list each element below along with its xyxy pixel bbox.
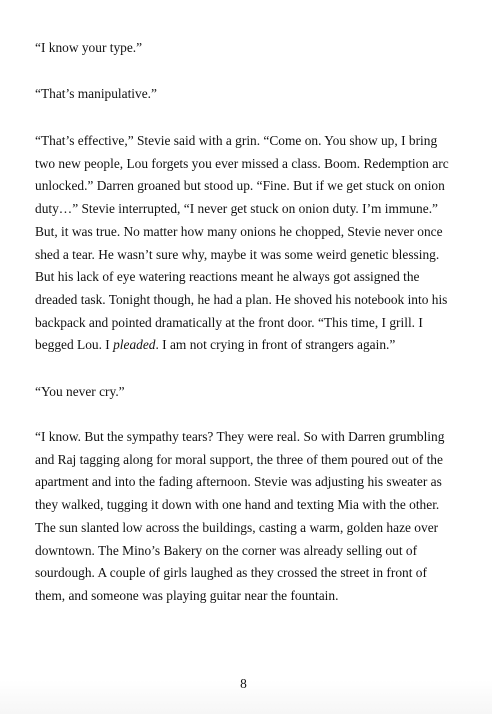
text-line: But, it was true. No matter how many onions he chopped, Stevie never once	[35, 223, 443, 239]
text-line: “You never cry.”	[35, 384, 125, 399]
text-line-with-emphasis	[35, 334, 463, 357]
text-line: them, and someone was playing guitar near the fountain.	[35, 587, 339, 603]
text-line: unlocked.” Darren groaned but stood up. “Fine. But if we get stuck on onion	[35, 178, 445, 194]
text-run: begged Lou. I	[35, 337, 114, 353]
text-line: apartment and into the fading afternoon. Stevie was adjusting his sweater as	[35, 474, 442, 490]
paragraph-5	[35, 426, 463, 608]
text-line: “That’s manipulative.”	[35, 86, 157, 101]
text-line: two new people, Lou forgets you ever missed a class. Boom. Redemption arc	[35, 155, 449, 171]
paragraph-3	[35, 130, 463, 357]
text-line: downtown. The Mino’s Bakery on the corner was already selling out of	[35, 542, 418, 558]
text-line: “That’s effective,” Stevie said with a grin. “Come on. You show up, I bring	[35, 133, 438, 148]
text-line: “I know your type.”	[35, 40, 143, 55]
paragraph-4	[35, 381, 463, 404]
emphasized-word: pleaded	[113, 337, 156, 353]
text-line: But his lack of eye watering reactions meant he always got assigned the	[35, 269, 420, 285]
paragraph-2	[35, 83, 463, 106]
page-number: 8	[240, 676, 247, 691]
text-line: backpack and pointed dramatically at the front door. “This time, I grill. I	[35, 314, 423, 330]
paragraph-1	[35, 37, 463, 60]
text-run: . I am not crying in front of strangers again.”	[155, 337, 396, 353]
text-line: “I know. But the sympathy tears? They were real. So with Darren grumbling	[35, 429, 445, 444]
text-line: they walked, tugging it down with one hand and texting Mia with the other.	[35, 497, 440, 513]
text-line: dreaded task. Tonight though, he had a plan. He shoved his notebook into his	[35, 291, 448, 307]
text-line: duty…” Stevie interrupted, “I never get stuck on onion duty. I’m immune.”	[35, 201, 438, 217]
text-line: sourdough. A couple of girls laughed as they crossed the street in front of	[35, 565, 427, 581]
text-line: and Raj tagging along for moral support, the three of them poured out of the	[35, 451, 443, 467]
text-line: The sun slanted low across the buildings, casting a warm, golden haze over	[35, 519, 439, 535]
text-line: shed a tear. He wasn’t sure why, maybe it was some weird genetic blessing.	[35, 246, 440, 262]
